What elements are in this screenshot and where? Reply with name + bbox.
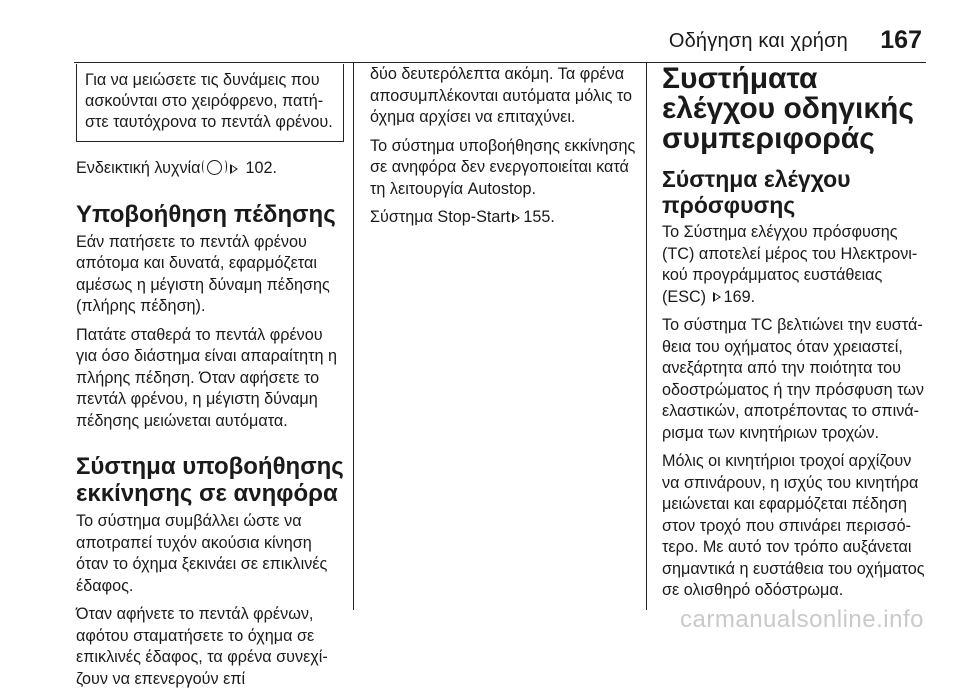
traction-control-paragraph-2: Το σύστημα TC βελτιώνει την ευστά-θεια του οχήματος όταν χρειαστεί, ανεξάρτητα από την ποιότητα του οδοστρώματος ή την πρόσφυση των ελαστικών, αποτρέποντας το σπινά-ρισμα των κινητήριων τροχών.	[662, 316, 924, 442]
column-divider-2	[646, 62, 647, 610]
stop-start-label: Σύστημα Stop-Start	[370, 208, 511, 226]
hill-start-paragraph-1: Το σύστημα συμβάλλει ώστε να αποτραπεί τυχόν ακούσια κίνηση όταν το όχημα ξεκινάει σε επικλινές έδαφος.	[76, 512, 328, 595]
watermark: carmanualsonline.info	[680, 606, 924, 633]
stop-start-page-ref[interactable]: 155.	[523, 208, 555, 226]
page-reference-icon	[512, 213, 520, 223]
notice-text: Για να μειώσετε τις δυνάμεις που ασκούνται στο χειρόφρενο, πατή-στε ταυτόχρονα το πεντάλ φρένου.	[85, 71, 333, 131]
header-page-number: 167	[880, 26, 922, 54]
column-divider-1	[353, 62, 354, 610]
heading-traction-control: Σύστημα ελέγχου πρόσφυσης	[662, 166, 851, 218]
hill-start-paragraph-2: Όταν αφήνετε το πεντάλ φρένων, αφότου σταματήσετε το όχημα σε επικλινές έδαφος, τα φρένα συνεχί-ζουν να επενεργούν επί	[76, 605, 328, 688]
header-section-title: Οδήγηση και χρήση	[668, 30, 848, 52]
traction-control-paragraph-3: Μόλις οι κινητήριοι τροχοί αρχίζουν να σπινάρουν, η ισχύς του κινητήρα μειώνεται και εφαρμόζεται πέδηση στον τροχό που σπινάρει περισσό-τερο. Με αυτό τον τρόπο αυξάνεται σημαντικά η ευστάθεια του οχήματος σε ολισθηρό οδόστρωμα.	[662, 452, 925, 599]
brake-lamp-icon	[207, 160, 222, 175]
autostop-paragraph: Το σύστημα υποβοήθησης εκκίνησης σε ανηφόρα δεν ενεργοποιείται κατά τη λειτουργία Autostop.	[370, 136, 636, 198]
page-reference-icon	[230, 164, 238, 174]
brake-lamp-page-ref[interactable]: 102.	[245, 159, 278, 177]
column-1	[76, 64, 344, 697]
brake-assist-paragraph-1: Εάν πατήσετε το πεντάλ φρένου απότομα και δυνατά, εφαρμόζεται αμέσως η μέγιστη δύναμη πέδησης (πλήρης πέδηση).	[76, 232, 330, 315]
traction-control-intro: Το Σύστημα ελέγχου πρόσφυσης (TC) αποτελεί μέρος του Ηλεκτρονι-κού προγράμματος ευστάθειας (ESC)	[662, 223, 918, 306]
column-3	[662, 64, 930, 609]
heading-driving-control-systems: Συστήματα ελέγχου οδηγικής συμπεριφοράς	[662, 62, 914, 155]
esc-page-ref[interactable]: 169.	[723, 287, 756, 306]
brake-assist-paragraph-2: Πατάτε σταθερά το πεντάλ φρένου για όσο διάστημα είναι απαραίτητη η πλήρης πέδηση. Όταν αφήσετε το πεντάλ φρένου, η μέγιστη δύναμη πέδησης μειώνεται αυτόματα.	[76, 325, 338, 430]
heading-brake-assist: Υποβοήθηση πέδησης	[76, 200, 336, 228]
column-2	[370, 64, 638, 236]
heading-hill-start-assist: Σύστημα υποβοήθησης εκκίνησης σε ανηφόρα	[76, 453, 344, 507]
brake-lamp-reference	[76, 158, 344, 180]
traction-control-paragraph-1	[662, 222, 930, 308]
stop-start-reference	[370, 207, 638, 229]
hill-start-continued-paragraph: δύο δευτερόλεπτα ακόμη. Τα φρένα αποσυμπλέκονται αυτόματα μόλις το όχημα αρχίσει να επιταχύνει.	[370, 65, 633, 126]
page-reference-icon	[713, 292, 721, 302]
brake-lamp-label: Ενδεικτική λυχνία	[76, 159, 201, 177]
notice-box	[76, 64, 344, 142]
